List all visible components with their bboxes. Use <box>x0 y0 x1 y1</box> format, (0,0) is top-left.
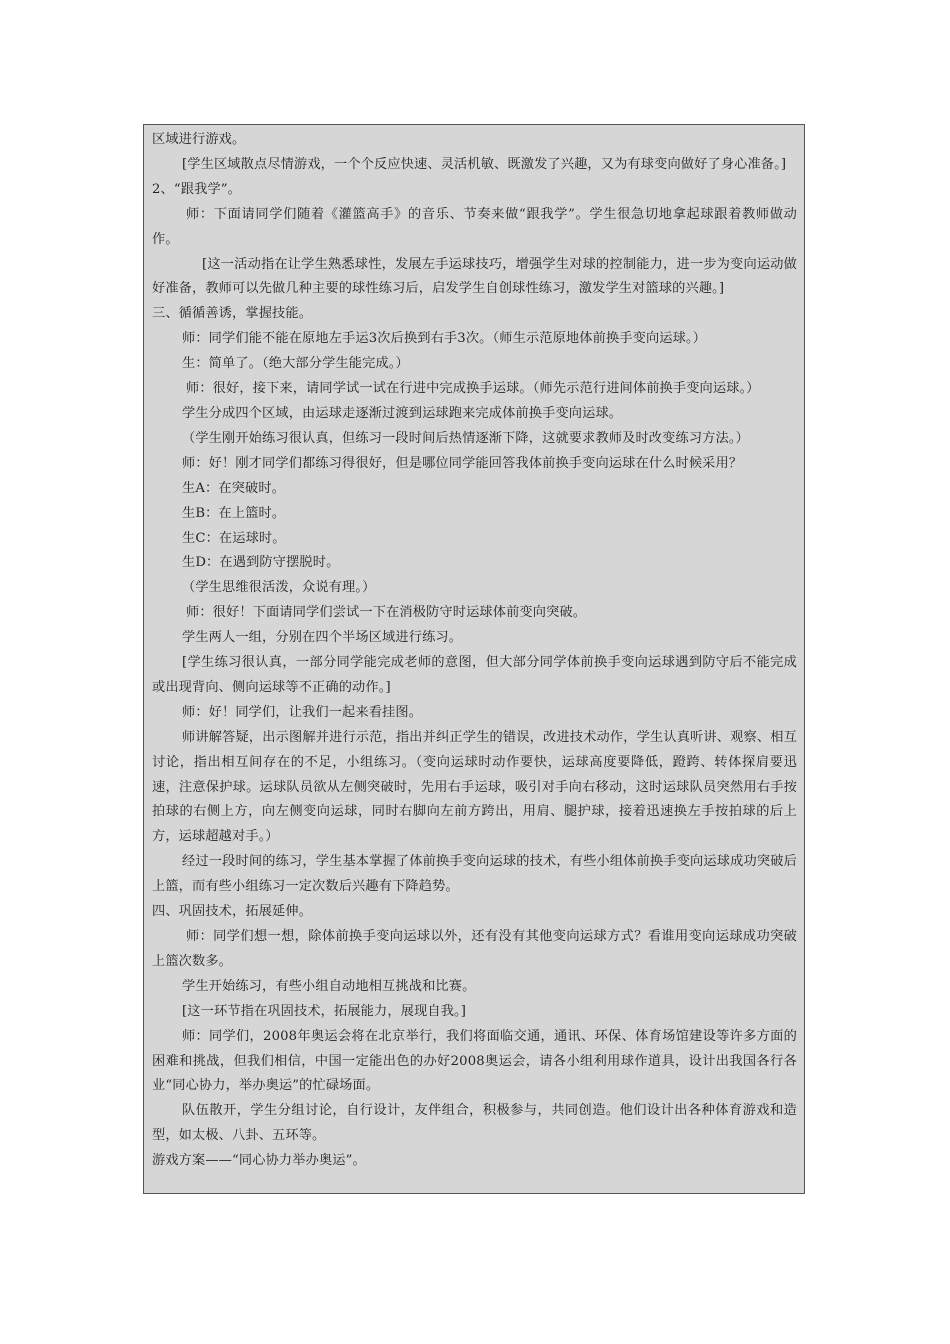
paragraph-26: 学生开始练习，有些小组自动地相互挑战和比赛。 <box>182 978 476 994</box>
section-heading-three: 三、循循善诱，掌握技能。 <box>152 306 313 322</box>
answer-d: 生D：在遇到防守摆脱时。 <box>182 555 340 571</box>
paragraph-27: [这一环节指在巩固技术，拓展能力，展现自我。] <box>182 1003 467 1019</box>
paragraph-28: 师：同学们，2008年奥运会将在北京举行，我们将面临交通，通讯、环保、体育场馆建设等许多方面的困难和挑战，但我们相信，中国一定能出色的办好2008奥运会，请各小组利用球作道具，设计出我国各行各业“同心协力，举办奥运”的忙碌场面。 <box>152 1028 797 1094</box>
game-plan-heading: 游戏方案——“同心协力举办奥运”。 <box>152 1153 366 1169</box>
paragraph-19: 学生两人一组，分别在四个半场区域进行练习。 <box>182 630 463 646</box>
paragraph-1: 区域进行游戏。 <box>152 132 246 147</box>
lesson-plan-text-box <box>143 124 805 1194</box>
paragraph-12: 师：好！刚才同学们都练习得很好，但是哪位同学能回答我体前换手变向运球在什么时候采用？ <box>182 455 743 471</box>
paragraph-22: 师讲解答疑，出示图解并进行示范，指出并纠正学生的错误，改进技术动作，学生认真听讲、观察、相互讨论，指出相互间存在的不足，小组练习。（变向运球时动作要快，运球高度要降低，蹬跨、转体探肩要迅速，注意保护球。运球队员欲从左侧突破时，先用右手运球，吸引对手向右移动，这时运球队员突然用右手按拍球的右侧上方，向左侧变向运球，同时右脚向左前方跨出，用肩、腿护球，接着迅速换左手按拍球的后上方，运球超越对手。） <box>152 729 797 845</box>
paragraph-7: 师：同学们能不能在原地左手运3次后换到右手3次。（师生示范原地体前换手变向运球。） <box>182 331 707 347</box>
paragraph-9: 师：很好，接下来，请同学试一试在行进中完成换手运球。（师先示范行进间体前换手变向运球。） <box>186 381 760 397</box>
paragraph-29: 队伍散开，学生分组讨论，自行设计，友伴组合，积极参与，共同创造。他们设计出各种体育游戏和造型，如太极、八卦、五环等。 <box>152 1103 797 1144</box>
answer-b: 生B：在上篮时。 <box>182 505 286 521</box>
paragraph-5: [这一活动指在让学生熟悉球性，发展左手运球技巧，增强学生对球的控制能力，进一步为变向运动做好准备，教师可以先做几种主要的球性练习后，启发学生自创球性练习，激发学生对篮球的兴趣。] <box>152 256 797 297</box>
section-heading-follow-me: 2、“跟我学”。 <box>152 181 242 197</box>
paragraph-10: 学生分成四个区域，由运球走逐渐过渡到运球跑来完成体前换手变向运球。 <box>182 405 623 421</box>
paragraph-4: 师：下面请同学们随着《灌篮高手》的音乐、节奏来做“跟我学”。学生很急切地拿起球跟着教师做动作。 <box>152 206 797 247</box>
paragraph-8: 生：简单了。（绝大部分学生能完成。） <box>182 356 409 372</box>
paragraph-21: 师：好！同学们，让我们一起来看挂图。 <box>182 704 423 720</box>
paragraph-25: 师：同学们想一想，除体前换手变向运球以外，还有没有其他变向运球方式？看谁用变向运球成功突破上篮次数多。 <box>152 929 797 969</box>
paragraph-20: [学生练习很认真，一部分同学能完成老师的意图，但大部分同学体前换手变向运球遇到防守后不能完成或出现背向、侧向运球等不正确的动作。] <box>152 655 797 695</box>
paragraph-17: （学生思维很活泼，众说有理。） <box>182 580 376 596</box>
paragraph-2: [学生区域散点尽情游戏，一个个反应快速、灵活机敏、既激发了兴趣，又为有球变向做好了身心准备。] <box>182 156 787 172</box>
paragraph-18: 师：很好！下面请同学们尝试一下在消极防守时运球体前变向突破。 <box>186 605 587 621</box>
section-heading-four: 四、巩固技术，拓展延伸。 <box>152 904 313 920</box>
answer-c: 生C：在运球时。 <box>182 530 286 546</box>
paragraph-11: （学生刚开始练习很认真，但练习一段时间后热情逐渐下降，这就要求教师及时改变练习方法。） <box>182 430 749 446</box>
paragraph-23: 经过一段时间的练习，学生基本掌握了体前换手变向运球的技术，有些小组体前换手变向运球成功突破后上篮，而有些小组练习一定次数后兴趣有下降趋势。 <box>152 854 797 895</box>
answer-a: 生A：在突破时。 <box>182 480 286 496</box>
